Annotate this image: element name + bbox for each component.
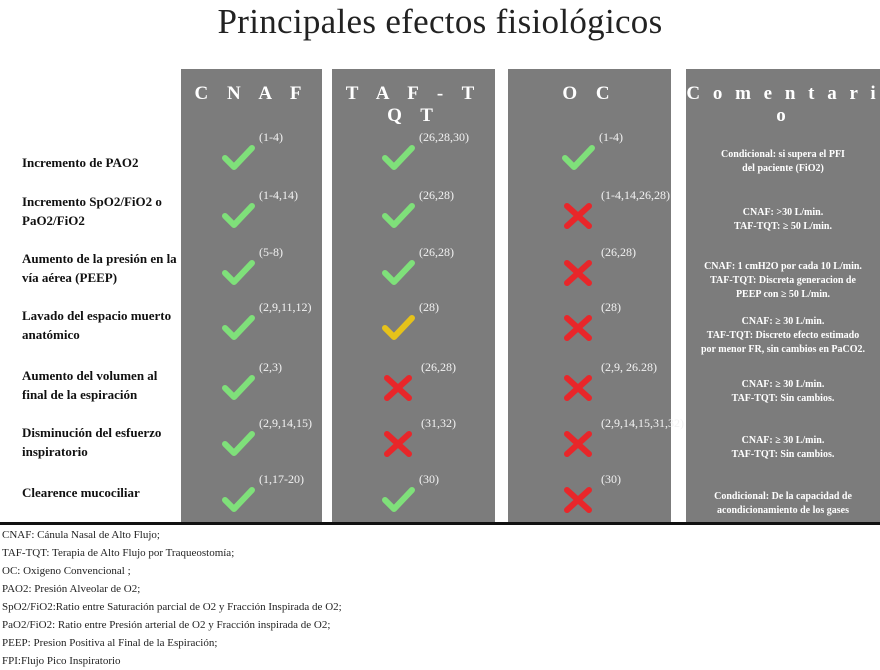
reference-label: (1-4,14): [259, 188, 298, 202]
reference-label: (1,17-20): [259, 472, 304, 486]
comment-line: TAF-TQT: Discreta generacion de: [710, 275, 856, 286]
column-header-comentario: C o m e n t a r i o: [686, 83, 880, 126]
reference-label: (1-4): [259, 130, 283, 144]
row-label: Disminución del esfuerzo inspiratorio: [22, 425, 162, 459]
comment-line: del paciente (FiO2): [742, 163, 824, 174]
check-icon: [381, 142, 415, 172]
comment-line: PEEP con ≥ 50 L/min.: [735, 289, 831, 300]
comment-cell: [686, 490, 880, 518]
cell-cnaf: [181, 300, 331, 360]
check-icon: [221, 142, 255, 172]
divider-line: [0, 522, 880, 525]
check-icon: [381, 257, 415, 287]
footnote: FPI:Flujo Pico Inspiratorio: [2, 655, 121, 667]
cell-oc: [521, 360, 671, 420]
row-label: Aumento del volumen al final de la espiración: [22, 368, 158, 402]
reference-label: (26,28): [419, 245, 454, 259]
reference-label: (28): [419, 300, 439, 314]
reference-label: (30): [601, 472, 621, 486]
check-icon: [221, 200, 255, 230]
reference-label: (2,9, 26.28): [601, 360, 657, 374]
cross-icon: [561, 484, 595, 514]
footnote: CNAF: Cánula Nasal de Alto Flujo;: [2, 529, 160, 541]
row-label: Incremento de PAO2: [22, 155, 139, 170]
reference-label: (1-4): [599, 130, 623, 144]
cell-cnaf: [181, 245, 331, 305]
comment-cell: [686, 260, 880, 302]
check-icon: [221, 372, 255, 402]
check-icon: [221, 257, 255, 287]
check-icon: [381, 200, 415, 230]
comment-line: TAF-TQT: Sin cambios.: [731, 393, 835, 404]
comment-cell: [686, 315, 880, 357]
check-icon: [381, 484, 415, 514]
cross-icon: [561, 312, 595, 342]
cell-cnaf: [181, 130, 331, 190]
comment-line: CNAF: ≥ 30 L/min.: [741, 316, 825, 327]
reference-label: (26,28): [601, 245, 636, 259]
cross-icon: [561, 200, 595, 230]
cell-oc: [521, 188, 671, 248]
comment-line: acondicionamiento de los gases: [717, 505, 849, 516]
comment-line: Condicional: De la capacidad de: [714, 491, 852, 502]
reference-label: (2,9,14,15): [259, 416, 312, 430]
comment-line: CNAF: 1 cmH2O por cada 10 L/min.: [704, 261, 862, 272]
comment-line: Condicional: si supera el PFI: [721, 149, 845, 160]
page-title: Principales efectos fisiológicos: [217, 2, 663, 41]
comment-line: CNAF: >30 L/min.: [742, 207, 824, 218]
check-icon: [221, 312, 255, 342]
cell-cnaf: [181, 360, 331, 420]
cell-taf: [341, 188, 491, 248]
comment-line: TAF-TQT: Sin cambios.: [731, 449, 835, 460]
cell-taf: [341, 300, 491, 360]
reference-label: (28): [601, 300, 621, 314]
cell-cnaf: [181, 416, 331, 476]
cell-oc: [521, 300, 671, 360]
row-label: Aumento de la presión en la vía aérea (PEEP): [22, 251, 177, 285]
comment-line: por menor FR, sin cambios en PaCO2.: [700, 344, 866, 355]
cell-oc: [521, 245, 671, 305]
comment-cell: [686, 434, 880, 462]
reference-label: (2,3): [259, 360, 282, 374]
cross-icon: [381, 372, 415, 402]
column-header-cnaf: C N A F: [194, 83, 309, 104]
reference-label: (26,28,30): [419, 130, 469, 144]
cross-icon: [561, 428, 595, 458]
reference-label: (31,32): [421, 416, 456, 430]
reference-label: (26,28): [421, 360, 456, 374]
column-header-oc: O C: [562, 83, 617, 104]
column-header-taf-tqt: T A F - T Q T: [345, 83, 482, 126]
comment-line: CNAF: ≥ 30 L/min.: [741, 435, 825, 446]
footnote: PEEP: Presion Positiva al Final de la Espiración;: [2, 637, 218, 649]
cell-taf: [341, 245, 491, 305]
comment-cell: [686, 378, 880, 406]
comment-line: TAF-TQT: Discreto efecto estimado: [706, 330, 860, 341]
footnote: PaO2/FiO2: Ratio entre Presión arterial de O2 y Fracción inspirada de O2;: [2, 619, 331, 631]
cell-taf: [341, 130, 491, 190]
cross-icon: [561, 257, 595, 287]
cross-icon: [381, 428, 415, 458]
cell-cnaf: [181, 188, 331, 248]
cell-oc: [521, 416, 684, 476]
comment-cell: [686, 206, 880, 234]
comment-line: TAF-TQT: ≥ 50 L/min.: [734, 221, 832, 232]
reference-label: (2,9,14,15,31,32): [601, 416, 684, 430]
reference-label: (26,28): [419, 188, 454, 202]
cross-icon: [561, 372, 595, 402]
footnote: PAO2: Presión Alveolar de O2;: [2, 583, 141, 595]
partial-check-icon: [381, 312, 415, 342]
reference-label: (30): [419, 472, 439, 486]
cell-taf: [341, 416, 491, 476]
footnotes: [2, 526, 872, 670]
footnote: SpO2/FiO2:Ratio entre Saturación parcial de O2 y Fracción Inspirada de O2;: [2, 601, 342, 613]
check-icon: [561, 142, 595, 172]
footnote: TAF-TQT: Terapia de Alto Flujo por Traqueostomía;: [2, 547, 235, 559]
reference-label: (5-8): [259, 245, 283, 259]
row-label: Clearence mucociliar: [22, 485, 140, 500]
reference-label: (1-4,14,26,28): [601, 188, 670, 202]
cell-oc: [521, 130, 671, 190]
check-icon: [221, 484, 255, 514]
check-icon: [221, 428, 255, 458]
reference-label: (2,9,11,12): [259, 300, 312, 314]
cell-taf: [341, 360, 491, 420]
row-label: Incremento SpO2/FiO2 o PaO2/FiO2: [22, 194, 162, 228]
footnote: OC: Oxigeno Convencional ;: [2, 565, 131, 577]
comment-cell: [686, 148, 880, 176]
comment-line: CNAF: ≥ 30 L/min.: [741, 379, 825, 390]
row-label: Lavado del espacio muerto anatómico: [22, 308, 172, 342]
